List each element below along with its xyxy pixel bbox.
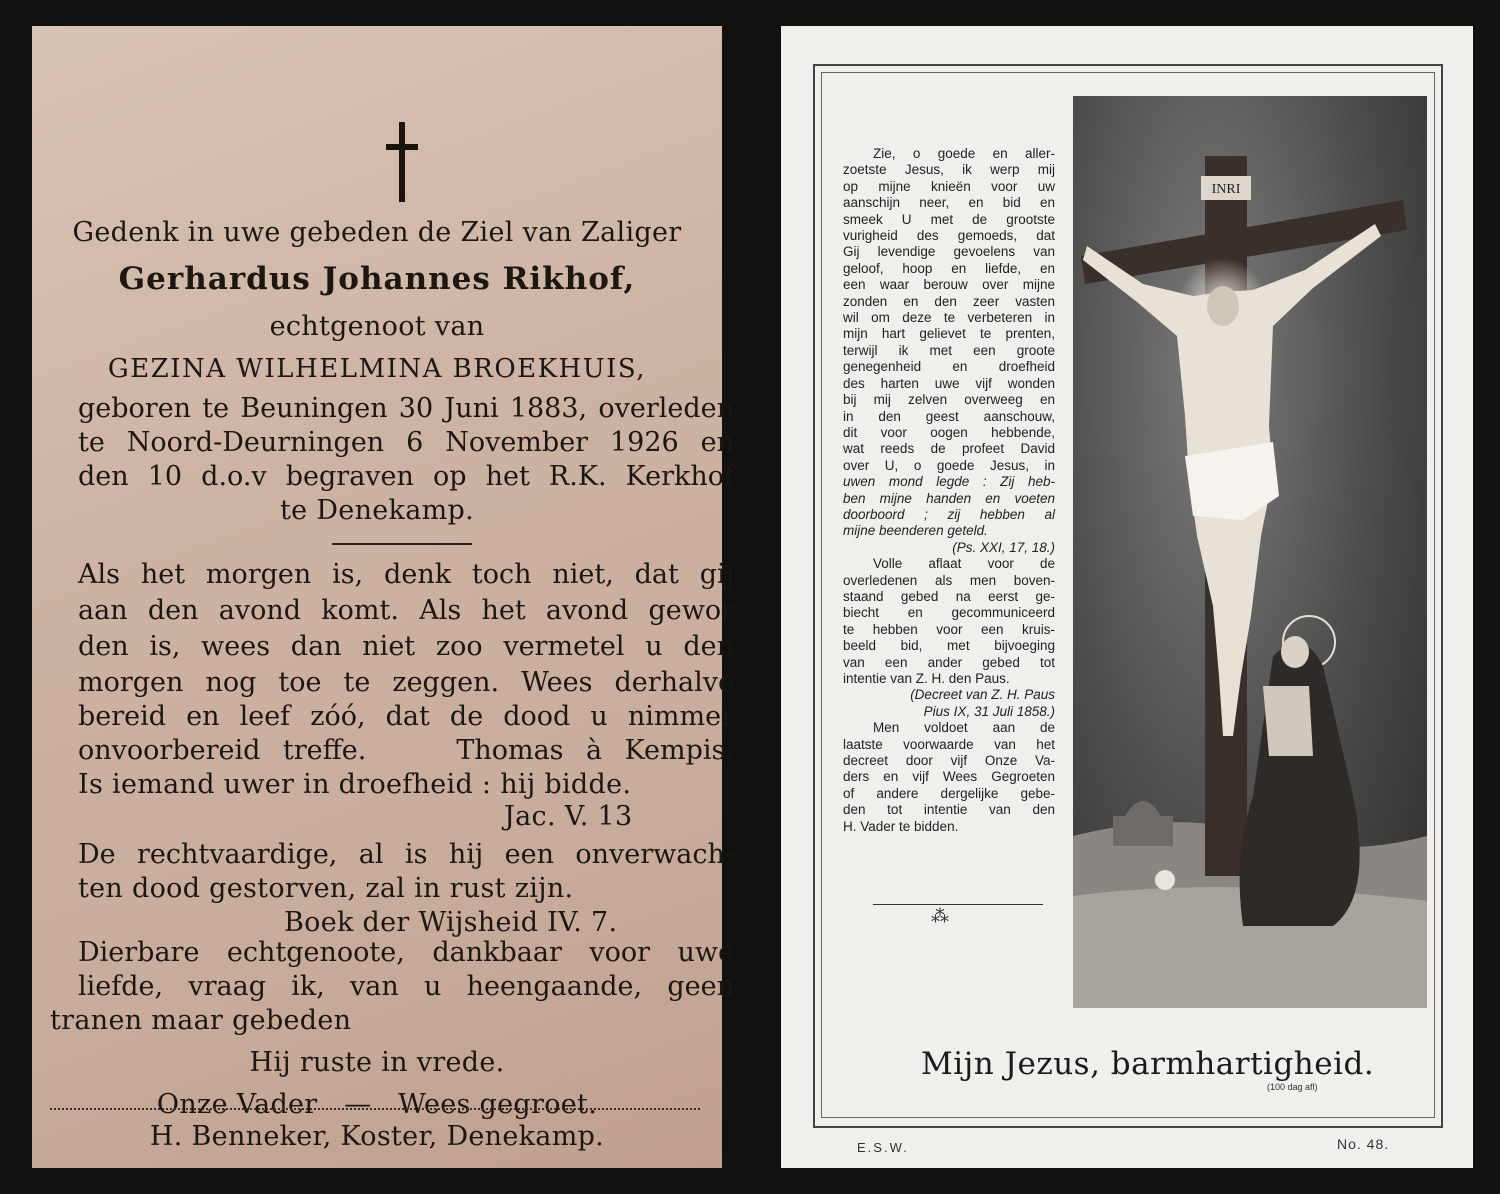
inri-plaque: INRI [1211, 182, 1241, 197]
crucifixion-illustration [1073, 96, 1427, 1008]
farewell-line: Dierbare echtgenoote, dankbaar voor uwe [78, 937, 734, 968]
prayer-line: in den geest aanschouw, [843, 408, 1055, 424]
indulgence-line: beeld bid, met bijvoeging [843, 638, 1055, 654]
bio-line: te Noord-Deurningen 6 November 1926 en [78, 427, 734, 458]
quote-jac-ref: Jac. V. 13 [504, 801, 633, 832]
quote-line: bereid en leef zóó, dat de dood u nimmer [78, 701, 734, 732]
closing-line: ders en vijf Wees Gegroeten [843, 769, 1055, 785]
prayer-line: Gij levendige gevoelens van [843, 244, 1055, 260]
prayer-line: een waar berouw over mijne [843, 277, 1055, 293]
prayer-line: op mijne knieën voor uw [843, 178, 1055, 194]
quote-jac: Is iemand uwer in droefheid : hij bidde. [78, 769, 632, 800]
prayer-line: ben mijne handen en voeten [843, 490, 1055, 506]
quote-line: morgen nog toe te zeggen. Wees derhalve [78, 667, 734, 698]
indulgence-line: biecht en gecommuniceerd [843, 605, 1055, 621]
prayer-line: smeek U met de grootste [843, 211, 1055, 227]
farewell-line: tranen maar gebeden [50, 1005, 352, 1036]
spouse-name: GEZINA WILHELMINA BROEKHUIS, [107, 354, 647, 384]
prayer-line: geloof, hoop en liefde, en [843, 260, 1055, 276]
closing-line: laatste voorwaarde van het [843, 736, 1055, 752]
closing-line: H. Vader te bidden. [843, 818, 959, 834]
quote-wijsheid-ref: Boek der Wijsheid IV. 7. [284, 907, 618, 938]
prayers-line: Onze Vader — Wees gegroet. [156, 1089, 598, 1120]
quote-line: den is, wees dan niet zoo vermetel u den [78, 631, 734, 662]
prayer-line: des harten uwe vijf wonden [843, 375, 1055, 391]
quote-line: aan den avond komt. Als het avond gewor [78, 595, 734, 626]
prayer-line: wil om deze te verbeteren in [843, 310, 1055, 326]
prayer-line: doorboord ; zij hebben al [843, 506, 1055, 522]
remembrance-line: Gedenk in uwe gebeden de Ziel van Zaliger [72, 217, 682, 248]
farewell-line: liefde, vraag ik, van u heengaande, geen [78, 971, 734, 1002]
indulgence-line: overledenen als men boven- [843, 572, 1055, 588]
bio-line: geboren te Beuningen 30 Juni 1883, overleden [78, 393, 734, 424]
printer-line: H. Benneker, Koster, Denekamp. [149, 1121, 605, 1152]
divider [332, 543, 472, 545]
prayer-line: mijne beenderen geteld. [843, 523, 988, 539]
bio-line: den 10 d.o.v begraven op het R.K. Kerkhof [78, 461, 734, 492]
ornament-icon: ⁂ [931, 906, 949, 927]
closing-line: decreet door vijf Onze Va- [843, 753, 1055, 769]
publisher-mark: E.S.W. [857, 1140, 909, 1155]
prayer-line: vurigheid des gemoeds, dat [843, 228, 1055, 244]
decree-line: (Decreet van Z. H. Paus [910, 687, 1055, 703]
closing-line: Men voldoet aan de [873, 720, 1055, 736]
banner-text: Mijn Jezus, barmhartigheid. [921, 1046, 1375, 1082]
prayer-line: uwen mond legde : Zij heb- [843, 474, 1055, 490]
prayer-line: terwijl ik met een groote [843, 342, 1055, 358]
prayer-line: Zie, o goede en aller- [873, 146, 1055, 161]
quote-line: ten dood gestorven, zal in rust zijn. [78, 873, 574, 904]
prayer-line: genegenheid en droefheid [843, 359, 1055, 375]
card-number: No. 48. [1337, 1136, 1390, 1152]
prayer-line: dit voor oogen hebbende, [843, 424, 1055, 440]
psalm-reference: (Ps. XXI, 17, 18.) [952, 539, 1055, 555]
bio-line: te Denekamp. [280, 495, 474, 526]
prayer-text [843, 146, 1055, 835]
closing-line: den tot intentie van den [843, 802, 1055, 818]
dotted-divider [50, 1108, 700, 1110]
ornament-divider [873, 904, 1043, 905]
indulgence-line: te hebben voor een kruis- [843, 621, 1055, 637]
memorial-card-left [32, 26, 734, 1168]
quote-line: onvoorbereid treffe. Thomas à Kempis. [78, 735, 734, 766]
indulgence-line: van een ander gebed tot [843, 654, 1055, 670]
indulgence-line: staand gebed na eerst ge- [843, 588, 1055, 604]
memorial-card-right [781, 26, 1473, 1168]
decree-line: Pius IX, 31 Juli 1858.) [923, 703, 1055, 719]
prayer-line: mijn hart gelievet te prenten, [843, 326, 1055, 342]
prayer-line: bij mij zelven overweeg en [843, 392, 1055, 408]
deceased-name: Gerhardus Johannes Rikhof, [118, 261, 636, 297]
cross-icon [386, 122, 418, 202]
prayer-line: zonden en den zeer vasten [843, 293, 1055, 309]
spouse-intro: echtgenoot van [269, 311, 485, 342]
indulgence-line: intentie van Z. H. den Paus. [843, 671, 1010, 686]
prayer-line: zoetste Jesus, ik werp mij [843, 162, 1055, 178]
indulgence-line: Volle aflaat voor de [873, 556, 1055, 572]
prayer-line: wat reeds de profeet David [843, 441, 1055, 457]
rest-in-peace: Hij ruste in vrede. [249, 1047, 505, 1078]
banner-note: (100 dag afl) [1267, 1082, 1318, 1092]
prayer-line: over U, o goede Jesus, in [843, 457, 1055, 473]
closing-line: of andere dergelijke gebe- [843, 785, 1055, 801]
prayer-line: aanschijn neer, en bid en [843, 195, 1055, 211]
quote-line: Als het morgen is, denk toch niet, dat gij [78, 559, 734, 590]
quote-line: De rechtvaardige, al is hij een onverwach- [78, 839, 734, 870]
crucifixion-image [1073, 96, 1427, 1008]
